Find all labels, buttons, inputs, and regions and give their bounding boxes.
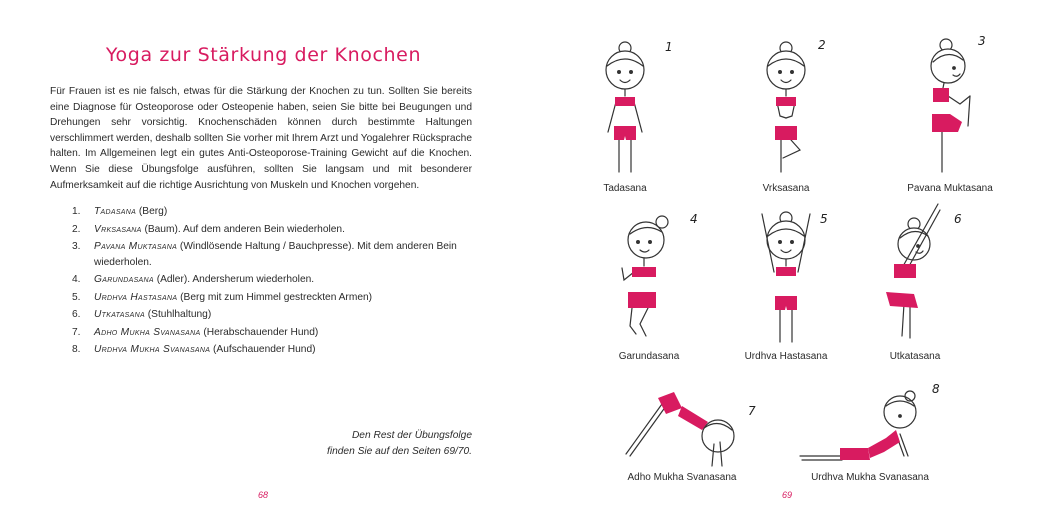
figure-number: 1: [665, 40, 673, 54]
figure-caption: Tadasana: [603, 183, 647, 194]
figure-number: 2: [818, 38, 826, 52]
reference-note: [232, 428, 472, 460]
figure-caption: Pavana Muktasana: [907, 183, 993, 194]
figure-tadasana: [595, 40, 673, 194]
figure-number: 6: [954, 212, 962, 226]
list-item: [72, 272, 472, 288]
figure-vrksasana: [756, 38, 826, 194]
list-number: 7.: [72, 326, 81, 338]
list-number: 5.: [72, 291, 81, 303]
page-number: 69: [782, 490, 793, 500]
adho-mukha-svanasana-illustration: [622, 390, 742, 468]
figure-caption: Utkatasana: [889, 351, 941, 362]
utkatasana-illustration: [880, 202, 950, 345]
figure-adho-mukha-svanasana: [622, 390, 756, 483]
figure-number: 5: [820, 212, 828, 226]
figure-number: 7: [748, 404, 756, 418]
pose-name: Utkatasana: [94, 309, 145, 320]
pose-description: (Stuhlhaltung): [144, 309, 212, 320]
pose-description: (Berg mit zum Himmel gestreckten Armen): [177, 291, 373, 303]
figure-urdhva-mukha-svanasana: [800, 382, 940, 483]
figure-utkatasana: [880, 202, 962, 362]
left-page: [0, 0, 527, 528]
pose-name: Garundasana: [94, 274, 154, 285]
list-number: 4.: [72, 274, 81, 285]
figure-caption: Urdhva Hastasana: [744, 351, 828, 362]
list-item: [72, 290, 472, 306]
note-line: finden Sie auf den Seiten 69/70.: [326, 446, 472, 457]
urdhva-hastasana-illustration: [756, 210, 816, 345]
list-number: 3.: [72, 241, 81, 252]
figure-caption: Adho Mukha Svanasana: [627, 472, 737, 483]
pose-name: Adho Mukha Svanasana: [94, 326, 201, 338]
list-item: [72, 342, 472, 358]
list-item: [72, 239, 472, 270]
figure-garundasana: [614, 210, 698, 362]
figure-caption: Vrksasana: [762, 183, 810, 194]
pose-description: (Baum). Auf dem anderen Bein wiederholen.: [141, 223, 345, 235]
pose-name: Vrksasana: [94, 223, 142, 235]
list-item: [72, 325, 472, 341]
pose-name: Urdhva Hastasana: [94, 291, 178, 303]
list-item: [72, 204, 472, 220]
pose-name: Pavana Muktasana: [94, 241, 178, 252]
pose-name: Tadasana: [94, 206, 137, 217]
list-number: 2.: [72, 223, 81, 235]
pose-description: (Berg): [136, 206, 168, 217]
pose-description: (Aufschauender Hund): [210, 344, 316, 355]
pose-name: Urdhva Mukha Svanasana: [94, 344, 211, 355]
page-title: Yoga zur Stärkung der Knochen: [105, 44, 422, 66]
urdhva-mukha-svanasana-illustration: [800, 390, 940, 468]
figure-number: 3: [978, 34, 986, 48]
figure-number: 4: [690, 212, 698, 226]
figure-pavana-muktasana: [907, 34, 993, 194]
figure-caption: Garundasana: [618, 351, 680, 362]
page-number: 68: [258, 490, 269, 500]
pose-list: [72, 204, 472, 360]
list-item: [72, 307, 472, 323]
list-number: 8.: [72, 344, 81, 355]
figure-urdhva-hastasana: [744, 210, 828, 362]
figure-caption: Urdhva Mukha Svanasana: [811, 472, 929, 483]
pose-description: (Windlösende Haltung / Bauchpresse). Mit dem anderen Bein wiederholen.: [94, 241, 457, 268]
vrksasana-illustration: [756, 40, 816, 175]
intro-paragraph: Für Frauen ist es nie falsch, etwas für die Stärkung der Knochen zu tun. Sollten Sie bereits eine Diagnose für Osteoporose oder Osteopenie haben, seien Sie bitte bei Beugungen und Drehungen sehr vorsichtig. Knochenschäden können durch bestimmte Haltungen verschlimmert werden, deshalb sollten Sie vorher mit Ihrem Arzt und Yogalehrer Rücksprache halten. Im Allgemeinen legt ein gutes Anti-Osteoporose-Training Gewicht auf die Knochen. Wenn Sie diese Übungsfolge ausführen, sollten Sie langsam und mit besonderer Aufmerksamkeit auf die richtige Ausrichtung von Muskeln und Knochen vorgehen.: [50, 86, 472, 191]
note-line: Den Rest der Übungsfolge: [351, 430, 472, 441]
pavana-muktasana-illustration: [920, 38, 980, 175]
pose-description: (Herabschauender Hund): [200, 326, 319, 338]
list-number: 6.: [72, 309, 81, 320]
tadasana-illustration: [595, 40, 655, 175]
garundasana-illustration: [614, 210, 684, 345]
list-item: [72, 222, 472, 238]
pose-description: (Adler). Andersherum wiederholen.: [153, 274, 315, 285]
list-number: 1.: [72, 206, 81, 217]
figure-number: 8: [932, 382, 940, 396]
